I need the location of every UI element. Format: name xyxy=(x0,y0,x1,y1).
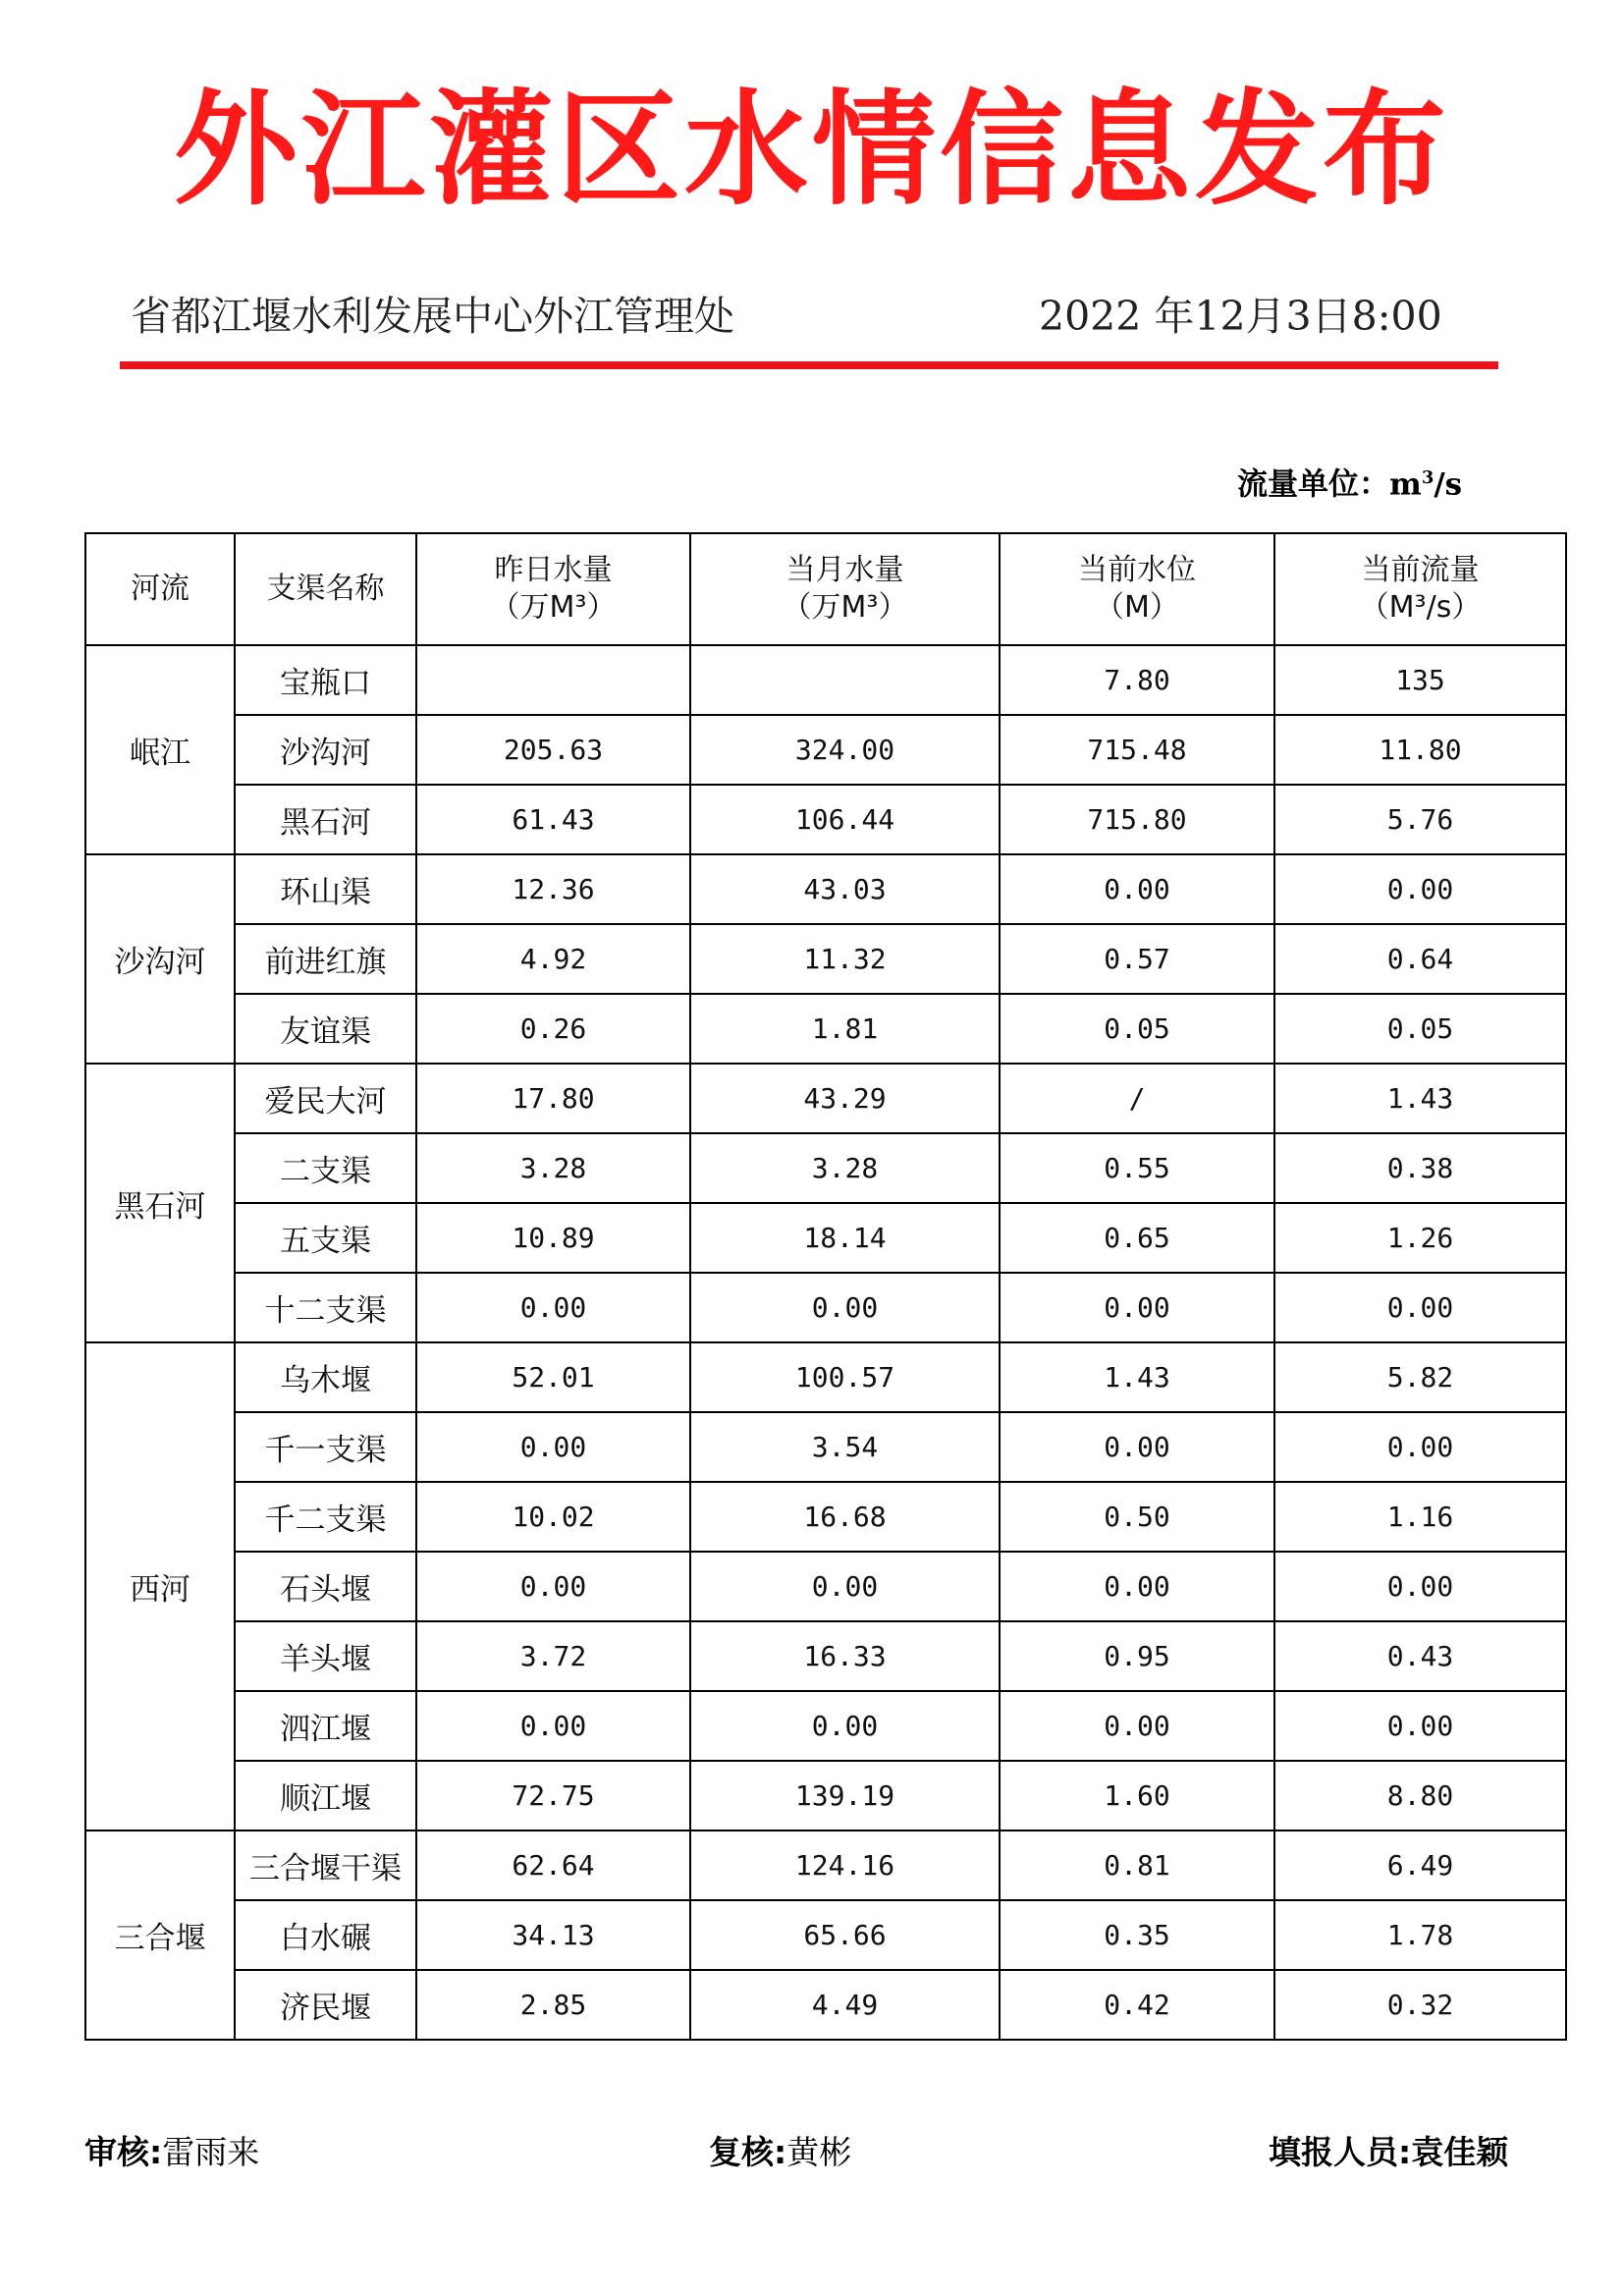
header-unit: （万M³） xyxy=(782,590,908,625)
flow-rate-cell: 1.43 xyxy=(1274,1064,1566,1133)
canal-name-cell: 千二支渠 xyxy=(235,1482,416,1552)
water-level-cell: 0.50 xyxy=(1000,1482,1274,1552)
header-line: 河流 xyxy=(131,572,189,606)
yesterday-volume-cell: 0.00 xyxy=(416,1412,690,1482)
flow-rate-cell: 1.26 xyxy=(1274,1203,1566,1273)
river-name-cell: 沙沟河 xyxy=(85,854,235,1064)
yesterday-volume-cell: 3.72 xyxy=(416,1621,690,1691)
flow-rate-cell: 6.49 xyxy=(1274,1831,1566,1900)
flow-rate-cell: 5.82 xyxy=(1274,1342,1566,1412)
table-row xyxy=(85,645,1566,715)
yesterday-volume-cell: 0.00 xyxy=(416,1552,690,1621)
month-volume-cell: 43.03 xyxy=(690,854,1000,924)
flow-rate-cell: 0.05 xyxy=(1274,994,1566,1064)
flow-rate-cell: 0.00 xyxy=(1274,1273,1566,1342)
flow-rate-cell: 1.16 xyxy=(1274,1482,1566,1552)
flow-rate-cell: 135 xyxy=(1274,645,1566,715)
header-unit: （万M³） xyxy=(490,590,617,625)
water-level-cell: 715.80 xyxy=(1000,785,1274,854)
month-volume-cell: 43.29 xyxy=(690,1064,1000,1133)
yesterday-volume-cell: 10.02 xyxy=(416,1482,690,1552)
table-row xyxy=(85,715,1566,785)
canal-name-cell: 沙沟河 xyxy=(235,715,416,785)
water-level-cell: 0.00 xyxy=(1000,1691,1274,1761)
canal-name-cell: 黑石河 xyxy=(235,785,416,854)
water-level-cell: 1.43 xyxy=(1000,1342,1274,1412)
header-line: 当月水量 xyxy=(785,553,904,587)
yesterday-volume-cell: 0.26 xyxy=(416,994,690,1064)
reporter-block xyxy=(1269,2129,1508,2176)
month-volume-cell: 18.14 xyxy=(690,1203,1000,1273)
canal-name-cell: 环山渠 xyxy=(235,854,416,924)
month-volume-cell: 65.66 xyxy=(690,1900,1000,1970)
canal-name-cell: 三合堰干渠 xyxy=(235,1831,416,1900)
canal-name-cell: 宝瓶口 xyxy=(235,645,416,715)
canal-name-cell: 白水碾 xyxy=(235,1900,416,1970)
month-volume-cell: 3.54 xyxy=(690,1412,1000,1482)
table-row xyxy=(85,1621,1566,1691)
yesterday-volume-cell: 0.00 xyxy=(416,1691,690,1761)
rechecker-block xyxy=(709,2129,851,2176)
month-volume-cell: 100.57 xyxy=(690,1342,1000,1412)
month-volume-cell: 16.68 xyxy=(690,1482,1000,1552)
flow-rate-cell: 0.64 xyxy=(1274,924,1566,994)
yesterday-volume-cell: 52.01 xyxy=(416,1342,690,1412)
canal-name-cell: 二支渠 xyxy=(235,1133,416,1203)
water-level-cell: 0.35 xyxy=(1000,1900,1274,1970)
water-level-cell: 0.57 xyxy=(1000,924,1274,994)
flow-rate-cell: 8.80 xyxy=(1274,1761,1566,1831)
water-level-cell: 0.65 xyxy=(1000,1203,1274,1273)
flow-unit-superscript: 3 xyxy=(1421,467,1435,488)
flow-rate-cell: 0.43 xyxy=(1274,1621,1566,1691)
table-row xyxy=(85,994,1566,1064)
month-volume-cell: 0.00 xyxy=(690,1552,1000,1621)
header-unit: （M³/s） xyxy=(1359,590,1482,625)
yesterday-volume-cell xyxy=(416,645,690,715)
flow-rate-cell: 0.32 xyxy=(1274,1970,1566,2040)
table-row xyxy=(85,1900,1566,1970)
yesterday-volume-cell: 0.00 xyxy=(416,1273,690,1342)
canal-name-cell: 济民堰 xyxy=(235,1970,416,2040)
water-level-cell: 0.00 xyxy=(1000,1273,1274,1342)
report-datetime: 2022 年12月3日8:00 xyxy=(1039,293,1442,340)
reporter-label: 填报人员: xyxy=(1269,2133,1412,2171)
yesterday-volume-cell: 10.89 xyxy=(416,1203,690,1273)
table-row xyxy=(85,1552,1566,1621)
table-body xyxy=(85,645,1566,2040)
canal-name-cell: 羊头堰 xyxy=(235,1621,416,1691)
flow-rate-cell: 0.38 xyxy=(1274,1133,1566,1203)
month-volume-cell: 16.33 xyxy=(690,1621,1000,1691)
yesterday-volume-cell: 34.13 xyxy=(416,1900,690,1970)
river-name-cell: 岷江 xyxy=(85,645,235,854)
flow-unit-suffix: /s xyxy=(1434,466,1463,503)
water-level-cell: 0.42 xyxy=(1000,1970,1274,2040)
header-yesterday-volume xyxy=(416,533,690,645)
flow-unit-label xyxy=(1237,456,1462,507)
header-line: 支渠名称 xyxy=(266,572,385,606)
water-level-cell: 0.81 xyxy=(1000,1831,1274,1900)
reviewer-name: 雷雨来 xyxy=(162,2133,260,2171)
water-level-cell: 0.00 xyxy=(1000,1412,1274,1482)
flow-rate-cell: 0.00 xyxy=(1274,1412,1566,1482)
month-volume-cell: 3.28 xyxy=(690,1133,1000,1203)
water-level-cell: 715.48 xyxy=(1000,715,1274,785)
canal-name-cell: 乌木堰 xyxy=(235,1342,416,1412)
water-level-cell: 0.55 xyxy=(1000,1133,1274,1203)
river-name-cell: 三合堰 xyxy=(85,1831,235,2040)
water-level-cell: / xyxy=(1000,1064,1274,1133)
table-row xyxy=(85,854,1566,924)
organization-name: 省都江堰水利发展中心外江管理处 xyxy=(131,293,734,340)
table-row xyxy=(85,1691,1566,1761)
yesterday-volume-cell: 62.64 xyxy=(416,1831,690,1900)
header-flow-rate xyxy=(1274,533,1566,645)
month-volume-cell: 139.19 xyxy=(690,1761,1000,1831)
month-volume-cell: 106.44 xyxy=(690,785,1000,854)
yesterday-volume-cell: 4.92 xyxy=(416,924,690,994)
canal-name-cell: 五支渠 xyxy=(235,1203,416,1273)
header-line: 昨日水量 xyxy=(494,553,613,587)
flow-unit-text: 流量单位：m xyxy=(1237,466,1422,503)
table-row xyxy=(85,785,1566,854)
header-canal-name xyxy=(235,533,416,645)
canal-name-cell: 友谊渠 xyxy=(235,994,416,1064)
canal-name-cell: 石头堰 xyxy=(235,1552,416,1621)
flow-rate-cell: 0.00 xyxy=(1274,854,1566,924)
flow-rate-cell: 0.00 xyxy=(1274,1552,1566,1621)
canal-name-cell: 十二支渠 xyxy=(235,1273,416,1342)
header-unit: （M） xyxy=(1095,590,1179,625)
yesterday-volume-cell: 205.63 xyxy=(416,715,690,785)
table-row xyxy=(85,1273,1566,1342)
header-river xyxy=(85,533,235,645)
month-volume-cell: 0.00 xyxy=(690,1273,1000,1342)
canal-name-cell: 泗江堰 xyxy=(235,1691,416,1761)
table-header-row xyxy=(85,533,1566,645)
yesterday-volume-cell: 12.36 xyxy=(416,854,690,924)
header-line: 当前水位 xyxy=(1078,553,1196,587)
water-level-cell: 0.05 xyxy=(1000,994,1274,1064)
table-row xyxy=(85,1831,1566,1900)
table-row xyxy=(85,1761,1566,1831)
table-row xyxy=(85,1970,1566,2040)
yesterday-volume-cell: 3.28 xyxy=(416,1133,690,1203)
flow-rate-cell: 1.78 xyxy=(1274,1900,1566,1970)
table-row xyxy=(85,1133,1566,1203)
table-row xyxy=(85,1412,1566,1482)
month-volume-cell: 0.00 xyxy=(690,1691,1000,1761)
river-name-cell: 黑石河 xyxy=(85,1064,235,1342)
month-volume-cell: 324.00 xyxy=(690,715,1000,785)
header-month-volume xyxy=(690,533,1000,645)
page-title: 外江灌区水情信息发布 xyxy=(174,78,1450,222)
yesterday-volume-cell: 17.80 xyxy=(416,1064,690,1133)
reviewer-label: 审核: xyxy=(84,2133,163,2171)
canal-name-cell: 爱民大河 xyxy=(235,1064,416,1133)
water-data-table xyxy=(84,532,1567,2041)
month-volume-cell: 4.49 xyxy=(690,1970,1000,2040)
canal-name-cell: 千一支渠 xyxy=(235,1412,416,1482)
month-volume-cell xyxy=(690,645,1000,715)
flow-rate-cell: 0.00 xyxy=(1274,1691,1566,1761)
red-divider xyxy=(120,361,1498,369)
flow-rate-cell: 5.76 xyxy=(1274,785,1566,854)
header-water-level xyxy=(1000,533,1274,645)
flow-rate-cell: 11.80 xyxy=(1274,715,1566,785)
table-row xyxy=(85,1342,1566,1412)
header-line: 当前流量 xyxy=(1361,553,1480,587)
water-level-cell: 1.60 xyxy=(1000,1761,1274,1831)
rechecker-name: 黄彬 xyxy=(786,2133,852,2171)
table-row xyxy=(85,1482,1566,1552)
canal-name-cell: 前进红旗 xyxy=(235,924,416,994)
rechecker-label: 复核: xyxy=(709,2133,787,2171)
water-level-cell: 7.80 xyxy=(1000,645,1274,715)
month-volume-cell: 124.16 xyxy=(690,1831,1000,1900)
month-volume-cell: 11.32 xyxy=(690,924,1000,994)
water-level-cell: 0.95 xyxy=(1000,1621,1274,1691)
month-volume-cell: 1.81 xyxy=(690,994,1000,1064)
water-level-cell: 0.00 xyxy=(1000,1552,1274,1621)
table-row xyxy=(85,1203,1566,1273)
table-row xyxy=(85,1064,1566,1133)
water-level-cell: 0.00 xyxy=(1000,854,1274,924)
river-name-cell: 西河 xyxy=(85,1342,235,1831)
reviewer-block xyxy=(84,2129,259,2176)
table-row xyxy=(85,924,1566,994)
reporter-name: 袁佳颖 xyxy=(1411,2133,1509,2171)
yesterday-volume-cell: 61.43 xyxy=(416,785,690,854)
yesterday-volume-cell: 2.85 xyxy=(416,1970,690,2040)
canal-name-cell: 顺江堰 xyxy=(235,1761,416,1831)
yesterday-volume-cell: 72.75 xyxy=(416,1761,690,1831)
